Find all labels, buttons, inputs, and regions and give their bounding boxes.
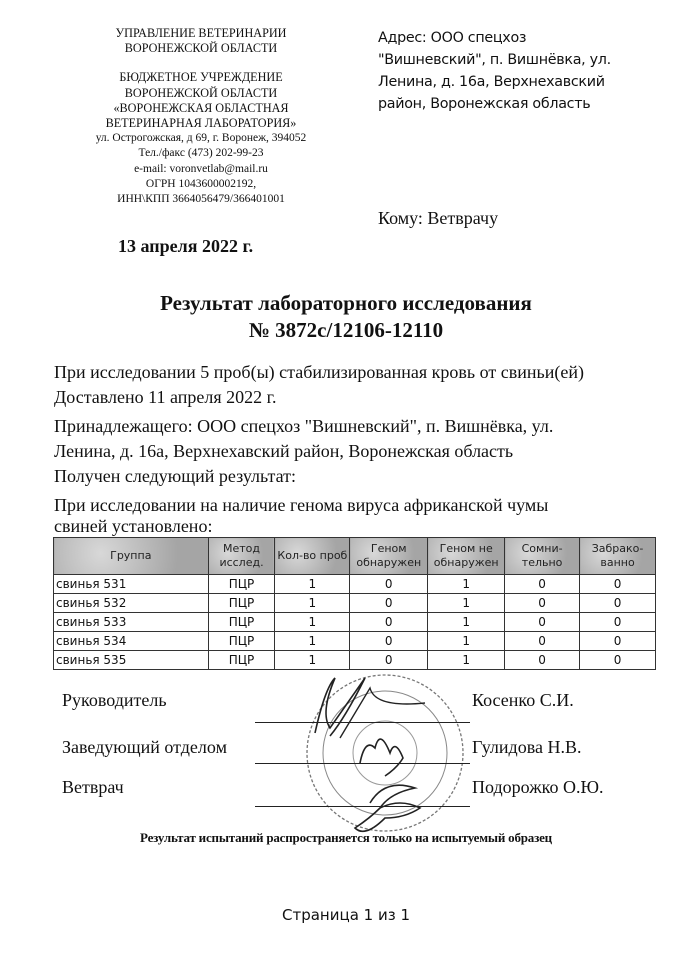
org-line: «ВОРОНЕЖСКАЯ ОБЛАСТНАЯ: [113, 100, 289, 115]
table-cell: 0: [580, 575, 656, 594]
document-title: [0, 290, 692, 344]
signature-role: Руководитель: [62, 690, 167, 710]
table-cell: 1: [428, 594, 505, 613]
table-row: [54, 632, 656, 651]
header-sample-count: Кол-во проб: [275, 538, 350, 575]
signature-role: Ветврач: [62, 777, 124, 797]
org-line: БЮДЖЕТНОЕ УЧРЕЖДЕНИЕ: [119, 70, 283, 85]
address-line: район, Воронежская область: [378, 96, 591, 112]
page-number: Страница 1 из 1: [282, 906, 410, 924]
table-cell: 0: [580, 594, 656, 613]
table-row: [54, 594, 656, 613]
table-row: [54, 613, 656, 632]
table-cell: 0: [580, 613, 656, 632]
table-cell: 1: [275, 651, 350, 670]
address-line: "Вишневский", п. Вишнёвка, ул.: [378, 52, 611, 68]
report-number: № 3872с/12106-12110: [248, 318, 444, 342]
signature-2-icon: [360, 739, 403, 776]
table-cell: свинья 531: [54, 575, 209, 594]
address-line: Адрес: ООО спецхоз: [378, 30, 527, 46]
table-header-row: [54, 538, 656, 575]
table-cell: 0: [350, 651, 428, 670]
recipient: Кому: Ветврачу: [378, 208, 499, 228]
signature-name: Косенко С.И.: [472, 690, 574, 710]
org-address: ул. Острогожская, д 69, г. Воронеж, 394052: [95, 132, 307, 145]
signature-name: Гулидова Н.В.: [472, 737, 582, 757]
table-cell: ПЦР: [208, 613, 275, 632]
table-cell: 1: [275, 632, 350, 651]
table-cell: свинья 535: [54, 651, 209, 670]
header-genome-detected: Геном обнаружен: [350, 538, 428, 575]
table-cell: 0: [350, 575, 428, 594]
table-cell: 0: [505, 575, 580, 594]
signature-line: [255, 722, 470, 723]
org-line: ВОРОНЕЖСКОЙ ОБЛАСТИ: [124, 41, 278, 56]
table-cell: 1: [428, 575, 505, 594]
table-cell: ПЦР: [208, 594, 275, 613]
title-line: Результат лабораторного исследования: [160, 291, 532, 315]
table-row: [54, 651, 656, 670]
table-row: [54, 575, 656, 594]
table-cell: 1: [275, 575, 350, 594]
table-cell: 1: [428, 632, 505, 651]
org-ogrn: ОГРН 1043600002192,: [145, 177, 257, 190]
table-cell: ПЦР: [208, 651, 275, 670]
address-line: Ленина, д. 16а, Верхнехавский: [378, 74, 605, 90]
table-cell: свинья 534: [54, 632, 209, 651]
organization-header: [60, 26, 342, 207]
table-cell: 1: [428, 613, 505, 632]
table-cell: 1: [275, 613, 350, 632]
footer-note: Результат испытаний распространяется только на испытуемый образец: [140, 830, 552, 845]
body-line: При исследовании на наличие генома вируса африканской чумы: [54, 495, 549, 515]
body-line: свиней установлено:: [54, 516, 213, 536]
table-cell: 0: [350, 594, 428, 613]
body-line: Ленина, д. 16а, Верхнехавский район, Воронежская область: [54, 441, 514, 461]
signature-role: Заведующий отделом: [62, 737, 227, 757]
table-cell: 1: [275, 594, 350, 613]
org-inn: ИНН\КПП 3664056479/366401001: [117, 193, 285, 206]
table-cell: 0: [580, 651, 656, 670]
document-body: [54, 360, 674, 539]
header-rejected: Забрако- ванно: [580, 538, 656, 575]
seal-stamp-icon: [285, 668, 475, 838]
table-cell: 0: [505, 651, 580, 670]
body-line: Доставлено 11 апреля 2022 г.: [54, 387, 277, 407]
org-line: ВОРОНЕЖСКОЙ ОБЛАСТИ: [124, 85, 278, 100]
header-method: Метод исслед.: [208, 538, 275, 575]
table-cell: 0: [350, 613, 428, 632]
org-line: УПРАВЛЕНИЕ ВЕТЕРИНАРИИ: [115, 26, 287, 40]
table-cell: 0: [505, 594, 580, 613]
signature-name: Подорожко О.Ю.: [472, 777, 604, 797]
table-cell: 0: [350, 632, 428, 651]
table-cell: 1: [428, 651, 505, 670]
signature-1-icon: [315, 678, 365, 736]
org-line: ВЕТЕРИНАРНАЯ ЛАБОРАТОРИЯ»: [105, 116, 297, 131]
body-line: Принадлежащего: ООО спецхоз "Вишневский", п. Вишнёвка, ул.: [54, 416, 554, 436]
body-line: Получен следующий результат:: [54, 466, 297, 486]
table-cell: свинья 533: [54, 613, 209, 632]
table-cell: ПЦР: [208, 632, 275, 651]
table-cell: 0: [505, 632, 580, 651]
signature-line: [255, 763, 470, 764]
body-line: При исследовании 5 проб(ы) стабилизированная кровь от свиньи(ей): [54, 362, 584, 382]
signature-line: [255, 806, 470, 807]
signature-3-icon: [355, 785, 420, 831]
results-table: [53, 537, 656, 670]
org-phone: Тел./факс (473) 202-99-23: [138, 147, 264, 160]
header-group: Группа: [54, 538, 209, 575]
org-email: e-mail: voronvetlab@mail.ru: [134, 162, 268, 175]
table-cell: ПЦР: [208, 575, 275, 594]
table-cell: 0: [505, 613, 580, 632]
header-doubtful: Сомни- тельно: [505, 538, 580, 575]
table-cell: 0: [580, 632, 656, 651]
header-genome-not-detected: Геном не обнаружен: [428, 538, 505, 575]
table-cell: свинья 532: [54, 594, 209, 613]
document-date: 13 апреля 2022 г.: [118, 236, 254, 256]
recipient-address: [378, 27, 658, 115]
